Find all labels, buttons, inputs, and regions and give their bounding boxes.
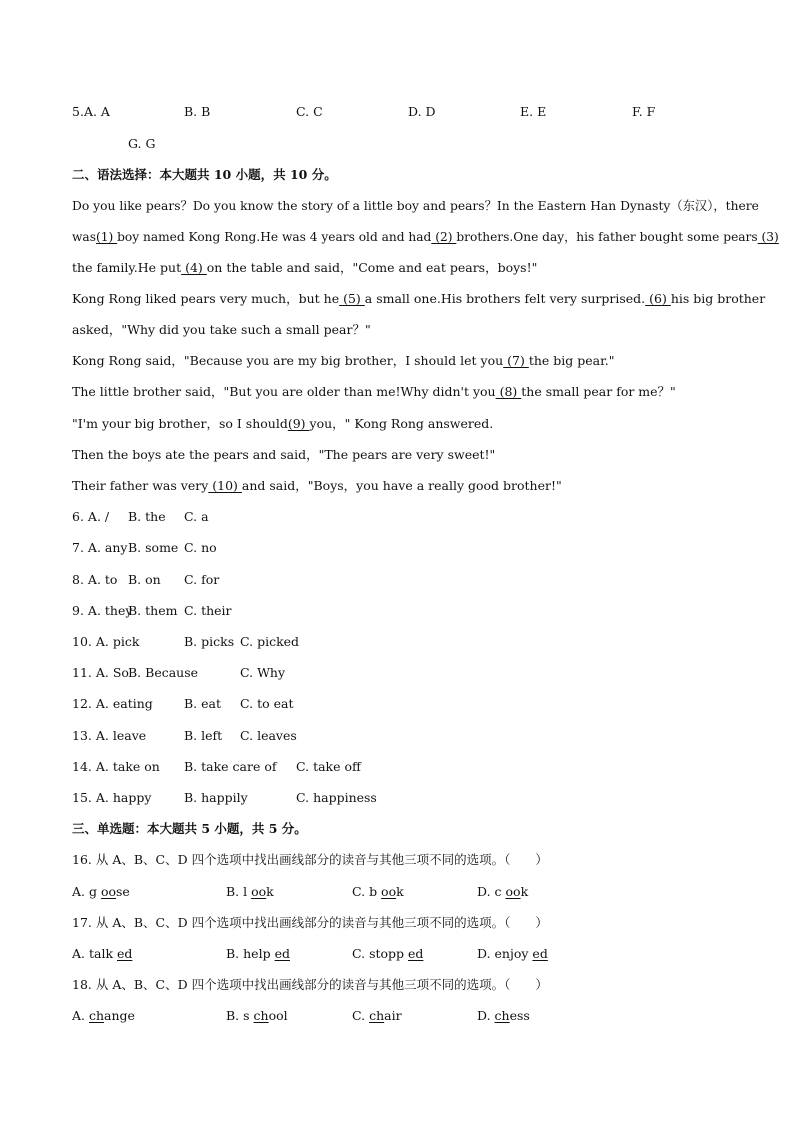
passage-line-8: "I'm your big brother，so I should(9) you，" Kong Rong answered.	[72, 416, 494, 431]
q17-stem: 17. 从 A、B、C、D 四个选项中找出画线部分的读音与其他三项不同的选项。（ ）	[72, 915, 548, 930]
choice-8-a: 8. A. to	[72, 572, 118, 587]
underlined-part: ch	[369, 1008, 385, 1023]
q5-option-a: 5.A. A	[72, 104, 110, 119]
passage-line-3: the family.He put (4) on the table and said，"Come and eat pears，boys!"	[72, 260, 538, 275]
blank-9: (9)	[287, 416, 310, 431]
choice-9-c: C. their	[184, 603, 232, 618]
q5-option-c: C. C	[296, 104, 323, 119]
passage-line-4: Kong Rong liked pears very much，but he (5) a small one.His brothers felt very surprised. (6) his big brother	[72, 291, 766, 306]
q17-option-d: D. enjoy ed	[477, 946, 548, 961]
q18-option-b: B. s chool	[226, 1008, 288, 1023]
q16-option-a: A. g oose	[72, 884, 130, 899]
passage-line-10: Their father was very (10) and said，"Boys，you have a really good brother!"	[72, 478, 562, 493]
choice-6-b: B. the	[128, 509, 166, 524]
choice-13-b: B. left	[184, 728, 223, 743]
q18-option-a: A. change	[72, 1008, 135, 1023]
choice-14-b: B. take care of	[184, 759, 277, 774]
passage-line-1: Do you like pears？Do you know the story of a little boy and pears？In the Eastern Han Dynasty（东汉），there	[72, 199, 759, 213]
underlined-part: oo	[381, 884, 397, 899]
choice-7-b: B. some	[128, 540, 179, 555]
q17-option-a: A. talk ed	[72, 946, 133, 961]
choice-12-c: C. to eat	[240, 696, 294, 711]
choice-12-a: 12. A. eating	[72, 696, 153, 711]
q5-number: 5.	[72, 104, 84, 119]
choice-12-b: B. eat	[184, 696, 222, 711]
q5-option-e: E. E	[520, 104, 547, 119]
choice-7-a: 7. A. any	[72, 540, 128, 555]
passage-line-2: was(1) boy named Kong Rong.He was 4 years old and had (2) brothers.One day，his father bought some pears (3)	[72, 230, 779, 244]
choice-15-b: B. happily	[184, 790, 248, 805]
q16-stem: 16. 从 A、B、C、D 四个选项中找出画线部分的读音与其他三项不同的选项。（ ）	[72, 852, 548, 867]
choice-8-b: B. on	[128, 572, 161, 587]
blank-8: (8)	[495, 384, 522, 399]
choice-10-b: B. picks	[184, 634, 235, 649]
underlined-part: ed	[408, 946, 424, 961]
choice-15-a: 15. A. happy	[72, 790, 152, 805]
passage-line-9: Then the boys ate the pears and said，"The pears are very sweet!"	[72, 447, 496, 462]
q16-option-b: B. l ook	[226, 884, 274, 899]
choice-11-b: B. Because	[128, 665, 199, 680]
blank-6: (6)	[645, 291, 671, 306]
q18-option-d: D. chess	[477, 1008, 530, 1023]
blank-1: (1)	[95, 230, 118, 244]
choice-13-c: C. leaves	[240, 728, 297, 743]
underlined-part: oo	[100, 884, 117, 899]
choice-10-a: 10. A. pick	[72, 634, 140, 649]
choice-14-c: C. take off	[296, 759, 361, 774]
q17-option-c: C. stopp ed	[352, 946, 424, 961]
choice-14-a: 14. A. take on	[72, 759, 160, 774]
q5-option-g: G. G	[128, 136, 156, 151]
passage-line-7: The little brother said，"But you are older than me!Why didn't you (8) the small pear for me？"	[72, 384, 676, 399]
choice-7-c: C. no	[184, 540, 217, 555]
blank-7: (7)	[503, 353, 529, 368]
q18-option-c: C. chair	[352, 1008, 402, 1023]
underlined-part: ch	[88, 1008, 105, 1023]
blank-5: (5)	[339, 291, 365, 306]
q17-option-b: B. help ed	[226, 946, 290, 961]
choice-10-c: C. picked	[240, 634, 300, 649]
choice-15-c: C. happiness	[296, 790, 377, 805]
choice-13-a: 13. A. leave	[72, 728, 147, 743]
underlined-part: ch	[253, 1008, 269, 1023]
underlined-part: ch	[494, 1008, 510, 1023]
passage-line-6: Kong Rong said，"Because you are my big brother，I should let you (7) the big pear."	[72, 353, 615, 368]
choice-6-a: 6. A. /	[72, 509, 110, 524]
underlined-part: oo	[505, 884, 521, 899]
q18-stem: 18. 从 A、B、C、D 四个选项中找出画线部分的读音与其他三项不同的选项。（ ）	[72, 977, 548, 992]
underlined-part: ed	[532, 946, 548, 961]
passage-line-5: asked，"Why did you take such a small pear？"	[72, 322, 371, 337]
q5-option-f: F. F	[632, 104, 656, 119]
underlined-part: oo	[251, 884, 267, 899]
choice-9-a: 9. A. they	[72, 603, 133, 618]
blank-2: (2)	[431, 230, 457, 244]
q5-option-d: D. D	[408, 104, 436, 119]
blank-4: (4)	[181, 260, 207, 275]
section3-heading: 三、单选题：本大题共 5 小题，共 5 分。	[72, 821, 307, 836]
underlined-part: ed	[274, 946, 290, 961]
choice-8-c: C. for	[184, 572, 220, 587]
q16-option-d: D. c ook	[477, 884, 529, 899]
q16-option-c: C. b ook	[352, 884, 404, 899]
blank-10: (10)	[208, 478, 242, 493]
underlined-part: ed	[117, 946, 133, 961]
section2-heading: 二、语法选择：本大题共 10 小题，共 10 分。	[72, 167, 337, 182]
choice-11-a: 11. A. So	[72, 665, 129, 680]
blank-3: (3)	[757, 230, 779, 244]
choice-9-b: B. them	[128, 603, 178, 618]
choice-6-c: C. a	[184, 509, 209, 524]
q5-option-b: B. B	[184, 104, 211, 119]
choice-11-c: C. Why	[240, 665, 286, 680]
